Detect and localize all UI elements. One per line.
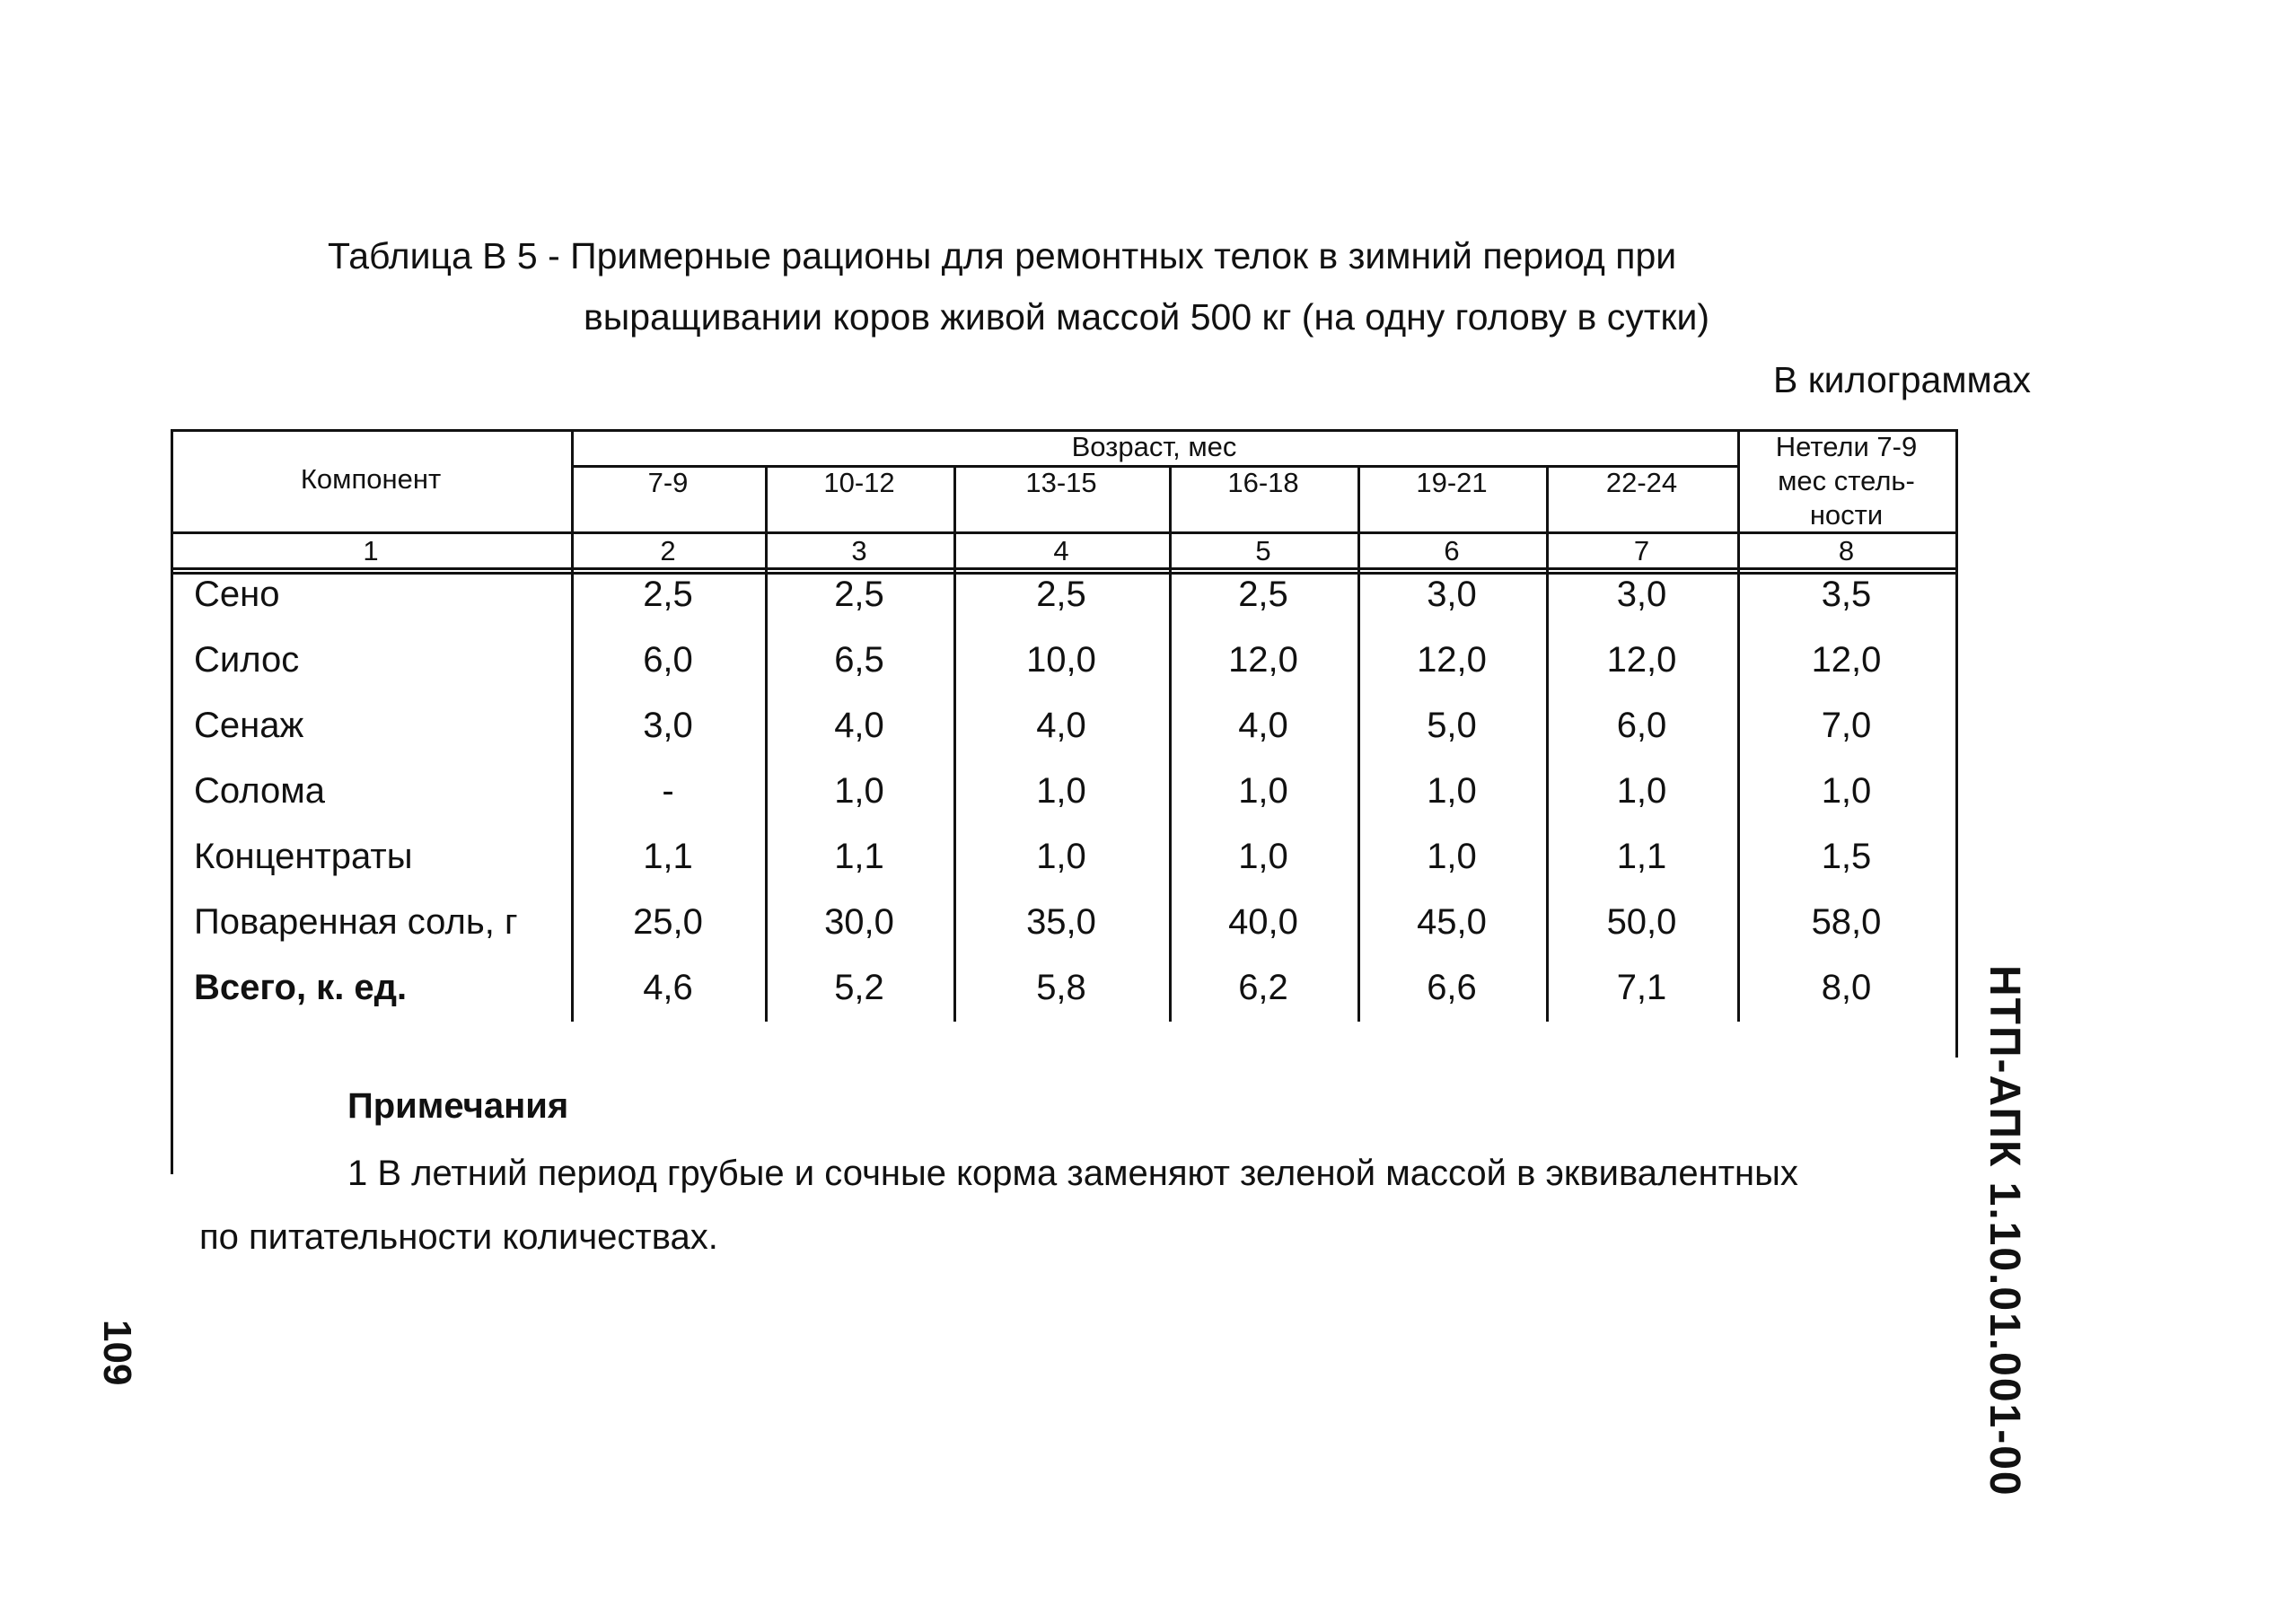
table-cell: 6,5 — [834, 640, 884, 680]
column-number: 1 — [363, 535, 379, 566]
table-cell: 12,0 — [1228, 640, 1298, 680]
table-right-border — [1955, 429, 1958, 1058]
table-cell: 1,5 — [1821, 837, 1872, 876]
header-age-col: 7-9 — [647, 467, 689, 498]
table-cell: 1,0 — [1036, 771, 1086, 811]
table-cell: 1,0 — [1821, 771, 1872, 811]
table-cell: 6,6 — [1427, 968, 1477, 1007]
header-heifers-line: Нетели 7-9 — [1775, 431, 1918, 462]
table-cell: 4,0 — [1238, 706, 1288, 745]
table-cell: 50,0 — [1606, 902, 1677, 942]
document-code: НТП-АПК 1.10.01.001-00 — [1981, 965, 2028, 1497]
table-cell: 4,0 — [1036, 706, 1086, 745]
table-cell: 8,0 — [1821, 968, 1872, 1007]
table-cell: 12,0 — [1417, 640, 1487, 680]
table-cell: 1,0 — [1238, 837, 1288, 876]
header-age-col: 19-21 — [1416, 467, 1488, 498]
table-cell: 6,0 — [1616, 706, 1667, 745]
table-cell: 25,0 — [633, 902, 703, 942]
row-label: Концентраты — [194, 837, 413, 876]
header-heifers-line: мес стель- — [1778, 465, 1915, 496]
table-cell: 3,0 — [1427, 575, 1477, 614]
table-cell: 5,2 — [834, 968, 884, 1007]
table-cell: 1,1 — [834, 837, 884, 876]
units-label: В килограммах — [1773, 359, 2031, 400]
table-cell: 1,1 — [643, 837, 693, 876]
table-cell: 35,0 — [1026, 902, 1096, 942]
table-cell: 1,0 — [1427, 771, 1477, 811]
table-cell: 7,1 — [1616, 968, 1667, 1007]
table-cell: 40,0 — [1228, 902, 1298, 942]
table-cell: 1,0 — [1036, 837, 1086, 876]
column-number: 3 — [851, 535, 867, 566]
note-line-1: 1 В летний период грубые и сочные корма заменяют зеленой массой в эквивалентных — [347, 1154, 1798, 1193]
header-age-col: 22-24 — [1605, 467, 1678, 498]
table-cell: 1,0 — [1616, 771, 1667, 811]
title-line-1: Таблица В 5 - Примерные рационы для ремонтных телок в зимний период при — [328, 235, 1677, 277]
column-number: 4 — [1053, 535, 1069, 566]
table-cell: 12,0 — [1606, 640, 1677, 680]
note-line-2: по питательности количествах. — [199, 1217, 718, 1257]
table-cell: 2,5 — [1238, 575, 1288, 614]
numbers-row-bottom-border — [171, 567, 1958, 570]
table-cell: 3,5 — [1821, 575, 1872, 614]
table-cell: 1,0 — [1238, 771, 1288, 811]
table-cell: - — [662, 771, 674, 811]
row-label: Всего, к. ед. — [194, 968, 408, 1007]
column-number: 6 — [1444, 535, 1460, 566]
row-label: Солома — [194, 771, 326, 811]
title-line-2: выращивании коров живой массой 500 кг (на одну голову в сутки) — [584, 296, 1710, 338]
header-age-col: 16-18 — [1227, 467, 1299, 498]
row-label: Сенаж — [194, 706, 304, 745]
table-cell: 1,1 — [1616, 837, 1667, 876]
table-cell: 7,0 — [1821, 706, 1872, 745]
header-age-group: Возраст, мес — [1071, 431, 1237, 462]
table-cell: 5,0 — [1427, 706, 1477, 745]
header-component: Компонент — [300, 463, 442, 495]
table-cell: 4,0 — [834, 706, 884, 745]
table-cell: 5,8 — [1036, 968, 1086, 1007]
notes-title: Примечания — [347, 1086, 569, 1126]
table-cell: 12,0 — [1811, 640, 1882, 680]
table-cell: 6,2 — [1238, 968, 1288, 1007]
table-cell: 10,0 — [1026, 640, 1096, 680]
row-label: Поваренная соль, г — [194, 902, 518, 942]
table-cell: 4,6 — [643, 968, 693, 1007]
page-number: 109 — [95, 1320, 139, 1386]
table-cell: 58,0 — [1811, 902, 1882, 942]
table-cell: 2,5 — [643, 575, 693, 614]
column-number: 7 — [1633, 535, 1650, 566]
table-cell: 45,0 — [1417, 902, 1487, 942]
table-cell: 2,5 — [834, 575, 884, 614]
header-age-col: 13-15 — [1025, 467, 1097, 498]
header-heifers-line: ности — [1809, 499, 1884, 531]
table-cell: 6,0 — [643, 640, 693, 680]
column-number: 8 — [1838, 535, 1855, 566]
column-number: 5 — [1255, 535, 1271, 566]
table-cell: 30,0 — [824, 902, 894, 942]
table-cell: 3,0 — [1616, 575, 1667, 614]
row-label: Сено — [194, 575, 280, 614]
row-label: Силос — [194, 640, 300, 680]
header-age-col: 10-12 — [823, 467, 895, 498]
table-cell: 2,5 — [1036, 575, 1086, 614]
table-cell: 3,0 — [643, 706, 693, 745]
column-number: 2 — [660, 535, 676, 566]
table-cell: 1,0 — [834, 771, 884, 811]
table-cell: 1,0 — [1427, 837, 1477, 876]
header-bottom-border — [171, 531, 1958, 534]
